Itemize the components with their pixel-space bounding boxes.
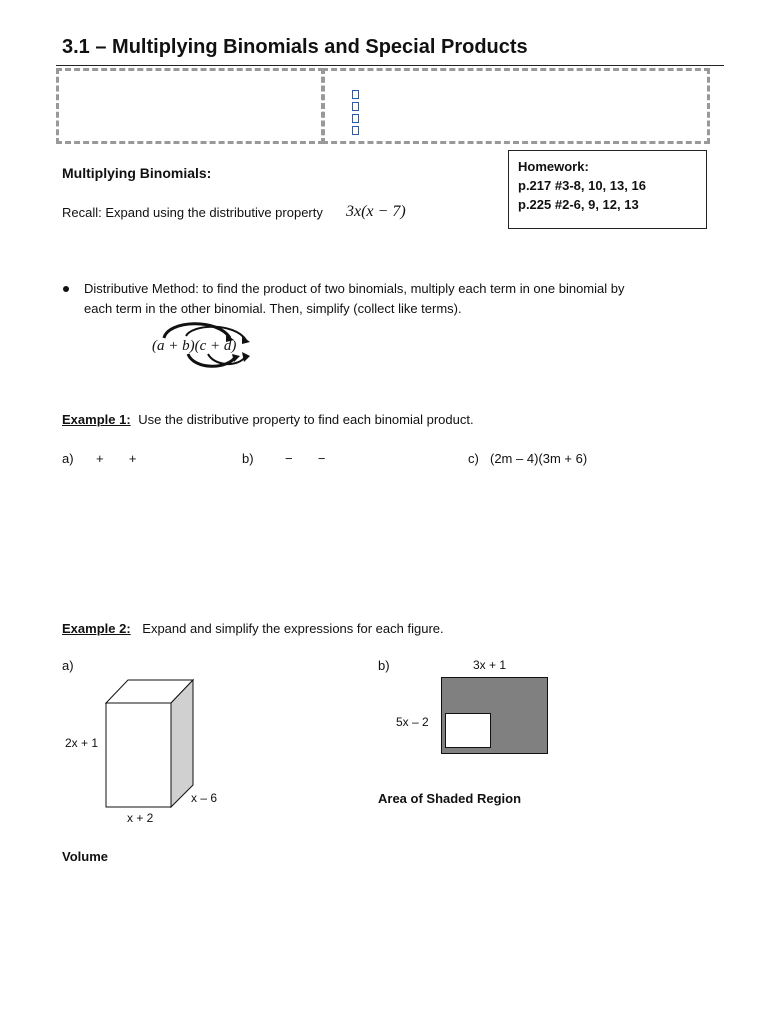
- section-heading: Multiplying Binomials:: [62, 165, 212, 181]
- homework-box: [508, 150, 707, 229]
- placeholder-glyphs: [352, 90, 359, 138]
- rect-side-label: 5x – 2: [396, 715, 429, 729]
- notes-box-right: [322, 68, 710, 144]
- bullet-icon: [63, 286, 69, 292]
- example1-part-a-letter: a): [62, 451, 74, 466]
- prism-depth-label: x – 6: [191, 791, 218, 805]
- prism-height-label: 2x + 1: [65, 736, 99, 750]
- rectangular-prism: [100, 675, 200, 811]
- example1-label: Example 1:: [62, 412, 131, 427]
- prism-width-label: x + 2: [127, 811, 154, 825]
- foil-expression: (a + b)(c + d): [152, 338, 237, 354]
- title-underline: [56, 65, 724, 66]
- bullet-line-2: each term in the other binomial. Then, simplify (collect like terms).: [84, 301, 462, 316]
- example1-part-b-expr: − −: [285, 451, 326, 466]
- notes-box-left: [56, 68, 324, 144]
- bullet-line-1: Distributive Method: to find the product of two binomials, multiply each term in one binomial by: [84, 281, 625, 296]
- homework-line: p.225 #2-6, 9, 12, 13: [518, 197, 639, 212]
- example2-instruction: Expand and simplify the expressions for each figure.: [142, 621, 444, 636]
- prism-front-face: [106, 703, 171, 807]
- example1-part-c-expr: (2m – 4)(3m + 6): [490, 451, 588, 466]
- recall-expression: 3x(x − 7): [346, 203, 406, 220]
- example2-part-b-letter: b): [378, 658, 390, 673]
- arrowhead: [242, 336, 250, 344]
- homework-label: Homework:: [518, 159, 589, 174]
- example2-heading: [62, 621, 444, 636]
- example1-part-c-letter: c): [468, 451, 479, 466]
- example1-instruction: Use the distributive property to find each binomial product.: [138, 412, 474, 427]
- homework-line: p.217 #3-8, 10, 13, 16: [518, 178, 646, 193]
- example1-part-a-expr: + +: [96, 451, 137, 466]
- recall-text: Recall: Expand using the distributive property: [62, 205, 323, 220]
- example2-label: Example 2:: [62, 621, 131, 636]
- rect-top-label: 3x + 1: [473, 658, 507, 672]
- example2-part-a-letter: a): [62, 658, 74, 673]
- prism-side-face: [171, 680, 193, 807]
- volume-caption: Volume: [62, 849, 108, 864]
- example1-part-b-letter: b): [242, 451, 254, 466]
- inner-white-rectangle: [445, 713, 491, 748]
- shaded-area-caption: Area of Shaded Region: [378, 791, 522, 806]
- arrow-outer-top: [164, 324, 230, 338]
- page-title: 3.1 – Multiplying Binomials and Special Products: [62, 36, 528, 58]
- example1-heading: [62, 412, 474, 427]
